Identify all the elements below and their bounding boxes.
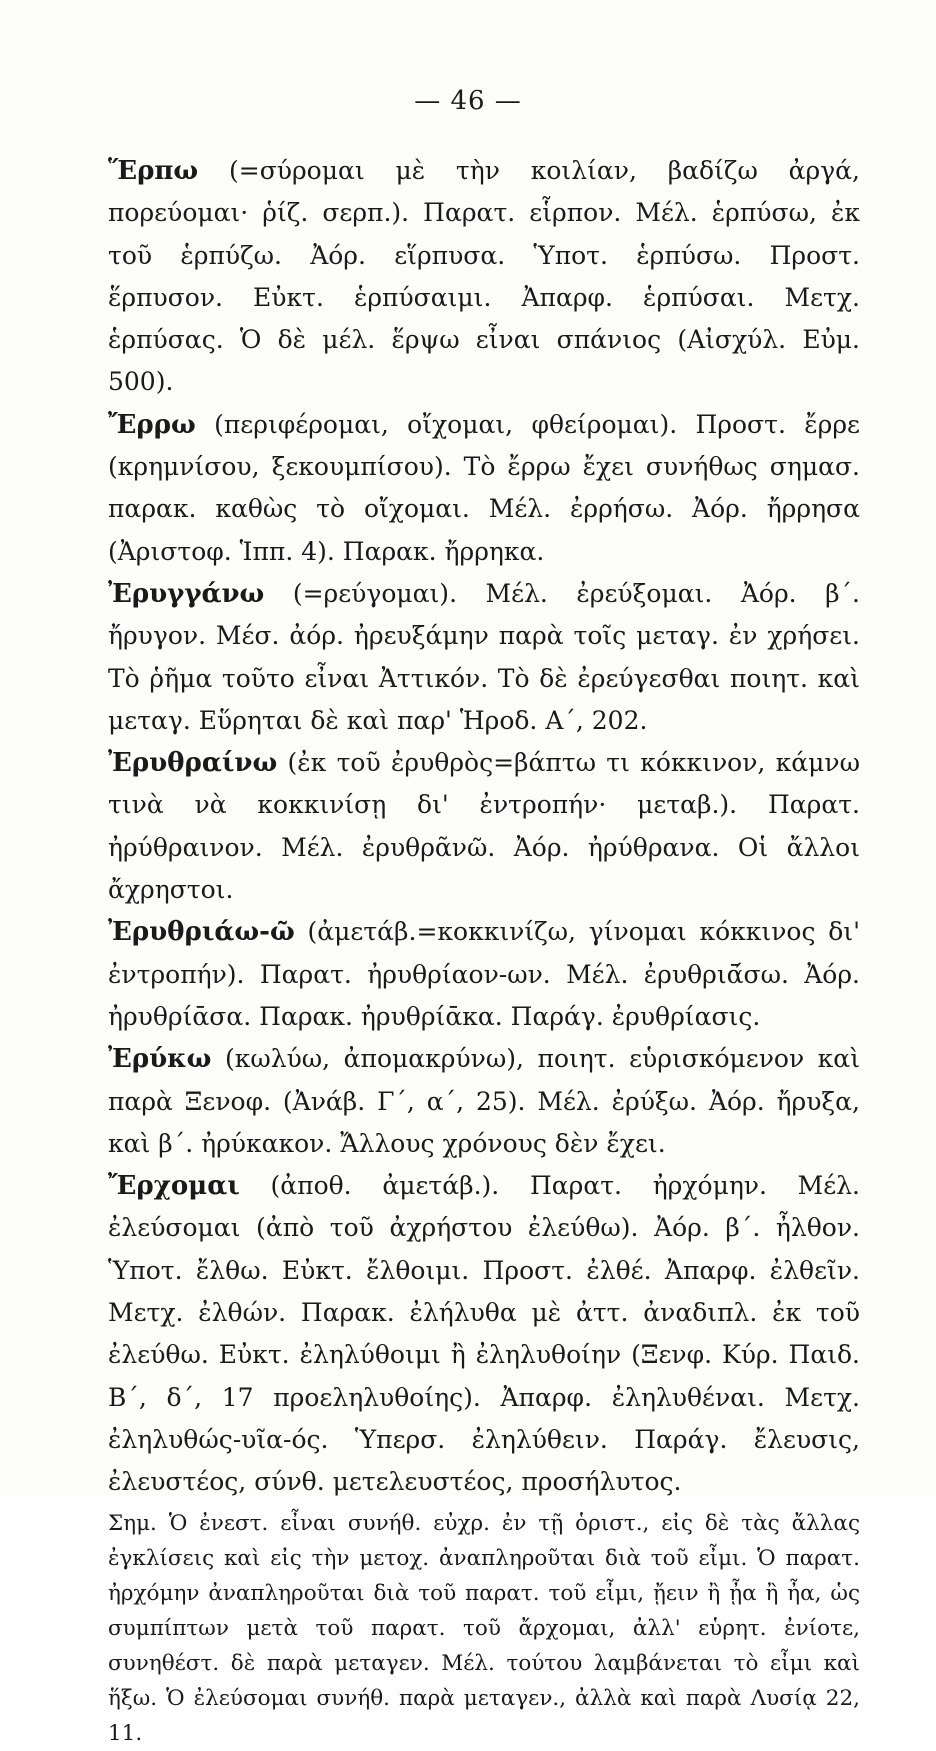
entry-erythraino — [108, 742, 860, 911]
entry-text: (ἀμετάβ.=κοκκινίζω, γίνομαι κόκκινος δι' ἐντροπήν). Παρατ. ἠρυθρίαον-ων. Μέλ. ἐρυθριᾱ́σω. Ἀόρ. ἠρυθρίᾱσα. Παρακ. ἠρυθρίᾱκα. Παράγ. ἐρυθρίασις. — [108, 917, 860, 1031]
entry-headword: Ἔρχομαι — [108, 1171, 240, 1202]
entry-headword: Ἐρυθραίνω — [108, 748, 278, 779]
entry-erchomai — [108, 1165, 860, 1503]
dictionary-entries — [108, 150, 860, 1751]
entry-erpo — [108, 150, 860, 404]
entry-headword: Ἐρυθριάω-ῶ — [108, 917, 295, 948]
entry-eryko — [108, 1038, 860, 1165]
entry-erro — [108, 404, 860, 573]
entry-erythriao — [108, 911, 860, 1038]
entry-headword: Ἔρρω — [108, 409, 196, 440]
entry-text: (ἀποθ. ἀμετάβ.). Παρατ. ἠρχόμην. Μέλ. ἐλεύσομαι (ἀπὸ τοῦ ἀχρήστου ἐλεύθω). Ἀόρ. β΄. ἦλθον. Ὑποτ. ἔλθω. Εὐκτ. ἔλθοιμι. Προστ. ἐλθέ. Ἀπαρφ. ἐλθεῖν. Μετχ. ἐλθών. Παρακ. ἐλήλυθα μὲ ἀττ. ἀναδιπλ. ἐκ τοῦ ἐλεύθω. Εὐκτ. ἐληλύθοιμι ἢ ἐληλυθοίην (Ξενφ. Κύρ. Παιδ. Β΄, δ΄, 17 προεληλυθοίης). Ἀπαρφ. ἐληλυθέναι. Μετχ. ἐληλυθώς-υῖα-ός. Ὑπερσ. ἐληλύθειν. Παράγ. ἔλευσις, ἐλευστέος, σύνθ. μετελευστέος, προσήλυτος. — [108, 1171, 860, 1497]
usage-note: Σημ. Ὁ ἐνεστ. εἶναι συνήθ. εὐχρ. ἐν τῇ ὁριστ., εἰς δὲ τὰς ἄλλας ἐγκλίσεις καὶ εἰς τὴν μετοχ. ἀναπληροῦται διὰ τοῦ εἶμι. Ὁ παρατ. ἠρχόμην ἀναπληροῦται διὰ τοῦ παρατ. τοῦ εἶμι, ᾔειν ἢ ᾖα ἢ ἦα, ὡς συμπίπτων μετὰ τοῦ παρατ. τοῦ ἄρχομαι, ἀλλ' εὑρητ. ἐνίοτε, συνηθέστ. δὲ παρὰ μεταγεν. Μέλ. τούτου λαμβάνεται τὸ εἶμι καὶ ἥξω. Ὁ ἐλεύσομαι συνήθ. παρὰ μεταγεν., ἀλλὰ καὶ παρὰ Λυσίᾳ 22, 11. — [108, 1510, 860, 1746]
entry-headword: Ἕρπω — [108, 156, 199, 186]
entry-headword: Ἐρυγγάνω — [108, 578, 265, 609]
entry-text: (=ρεύγομαι). Μέλ. ἐρεύξομαι. Ἀόρ. β΄. ἤρυγον. Μέσ. ἀόρ. ἠρευξάμην παρὰ τοῖς μεταγ. ἐν χρήσει. Τὸ ῥῆμα τοῦτο εἶναι Ἀττικόν. Τὸ δὲ ἐρεύγεσθαι ποιητ. καὶ μεταγ. Εὕρηται δὲ καὶ παρ' Ἡροδ. Α΄, 202. — [108, 578, 860, 735]
entry-text: (=σύρομαι μὲ τὴν κοιλίαν, βαδίζω ἀργά, πορεύομαι· ῥίζ. σερπ.). Παρατ. εἷρπον. Μέλ. ἑρπύσω, ἐκ τοῦ ἑρπύζω. Ἀόρ. εἵρπυσα. Ὑποτ. ἑρπύσω. Προστ. ἕρπυσον. Εὐκτ. ἑρπύσαιμι. Ἀπαρφ. ἑρπύσαι. Μετχ. ἑρπύσας. Ὁ δὲ μέλ. ἕρψω εἶναι σπάνιος (Αἰσχύλ. Εὐμ. 500). — [108, 156, 860, 397]
entry-text: (ἐκ τοῦ ἐρυθρὸς=βάπτω τι κόκκινον, κάμνω τινὰ νὰ κοκκινίσῃ δι' ἐντροπήν· μεταβ.). Παρατ. ἠρύθραινον. Μέλ. ἐρυθρᾶνῶ. Ἀόρ. ἠρύθρανα. Οἱ ἄλλοι ἄχρηστοι. — [108, 748, 860, 905]
page-number: — 46 — — [414, 86, 522, 116]
entry-headword: Ἐρύκω — [108, 1044, 212, 1075]
entry-eryngano — [108, 573, 860, 742]
entry-text: (κωλύω, ἀπομακρύνω), ποιητ. εὑρισκόμενον καὶ παρὰ Ξενοφ. (Ἀνάβ. Γ΄, α΄, 25). Μέλ. ἐρύξω. Ἀόρ. ἤρυξα, καὶ β΄. ἠρύκακον. Ἄλλους χρόνους δὲν ἔχει. — [108, 1044, 860, 1158]
entry-text: (περιφέρομαι, οἴχομαι, φθείρομαι). Προστ. ἔρρε (κρημνίσου, ξεκουμπίσου). Τὸ ἔρρω ἔχει συνήθως σημασ. παρακ. καθὼς τὸ οἴχομαι. Μέλ. ἐρρήσω. Ἀόρ. ἤρρησα (Ἀριστοφ. Ἱππ. 4). Παρακ. ἤρρηκα. — [108, 409, 860, 566]
